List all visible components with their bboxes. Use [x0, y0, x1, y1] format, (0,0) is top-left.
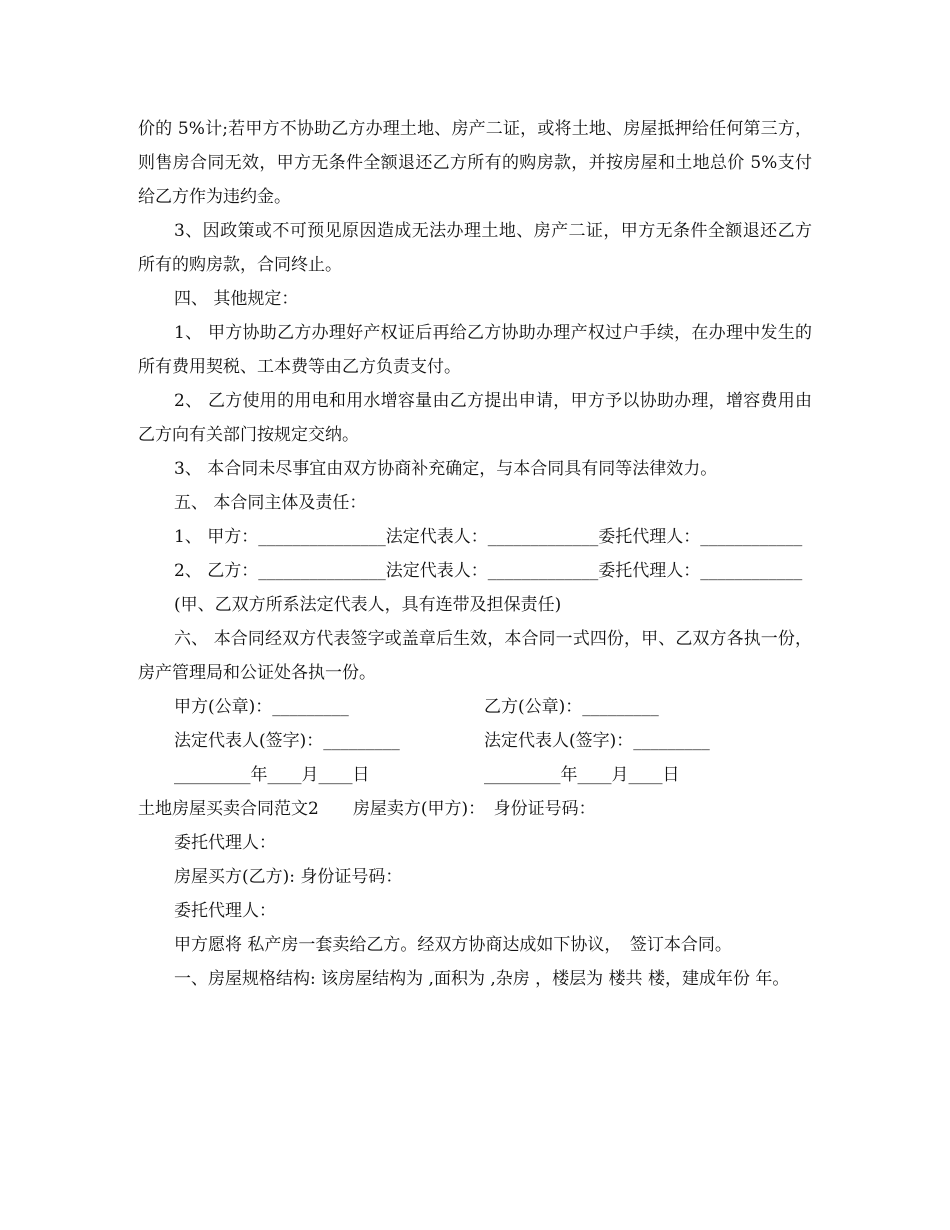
paragraph-sale-intro: 甲方愿将 私产房一套卖给乙方。经双方协商达成如下协议， 签订本合同。 — [174, 935, 732, 955]
paragraph-joint-liability: (甲、乙双方所系法定代表人，具有连带及担保责任) — [174, 595, 562, 615]
signature-row-date — [138, 758, 812, 792]
paragraph-supplementary-matters: 3、 本合同未尽事宜由双方协商补充确定，与本合同具有同等法律效力。 — [174, 459, 718, 479]
party-b-date-field: _________年____月____日 — [484, 765, 680, 785]
party-a-date-field: _________年____月____日 — [174, 765, 370, 785]
buyer-agent-field: 委托代理人： — [174, 901, 276, 921]
party-b-seal-field: 乙方(公章)：_________ — [484, 697, 659, 717]
buyer-field: 房屋买方(乙方): 身份证号码： — [174, 867, 403, 887]
paragraph-house-structure: 一、房屋规格结构: 该房屋结构为 ,面积为 ,杂房 ，楼层为 楼共 楼，建成年份 年。 — [174, 969, 790, 989]
paragraph-policy-termination: 3、因政策或不可预见原因造成无法办理土地、房产二证，甲方无条件全额退还乙方所有的购房款，合同终止。 — [138, 221, 812, 275]
section-heading-contract-parties: 五、 本合同主体及责任： — [174, 493, 367, 513]
paragraph-title-transfer: 1、 甲方协助乙方办理好产权证后再给乙方协助办理产权过户手续，在办理中发生的所有费用契税、工本费等由乙方负责支付。 — [138, 323, 812, 377]
signature-row-representative — [138, 724, 812, 758]
section2-heading-seller: 土地房屋买卖合同范文2 房屋卖方(甲方)： 身份证号码： — [138, 799, 596, 819]
party-a-representative-field: 法定代表人(签字)：_________ — [174, 731, 400, 751]
seller-agent-field: 委托代理人： — [174, 833, 276, 853]
party-a-fill-line: 1、 甲方：_______________法定代表人：_____________委托代理人：____________ — [174, 527, 803, 547]
signature-row-seal — [138, 690, 812, 724]
document-body — [138, 112, 812, 996]
paragraph-penalty-clause: 价的 5%计;若甲方不协助乙方办理土地、房产二证，或将土地、房屋抵押给任何第三方，则售房合同无效，甲方无条件全额退还乙方所有的购房款，并按房屋和土地总价 5%支付给乙方作为违约金。 — [138, 119, 812, 207]
paragraph-effectiveness: 六、 本合同经双方代表签字或盖章后生效，本合同一式四份，甲、乙双方各执一份，房产管理局和公证处各执一份。 — [138, 629, 812, 683]
party-a-seal-field: 甲方(公章)：_________ — [174, 697, 349, 717]
paragraph-utility-capacity: 2、 乙方使用的用电和用水增容量由乙方提出申请，甲方予以协助办理，增容费用由乙方向有关部门按规定交纳。 — [138, 391, 812, 445]
section-heading-other-provisions: 四、 其他规定： — [174, 289, 299, 309]
party-b-representative-field: 法定代表人(签字)：_________ — [484, 731, 710, 751]
party-b-fill-line: 2、 乙方：_______________法定代表人：_____________委托代理人：____________ — [174, 561, 803, 581]
